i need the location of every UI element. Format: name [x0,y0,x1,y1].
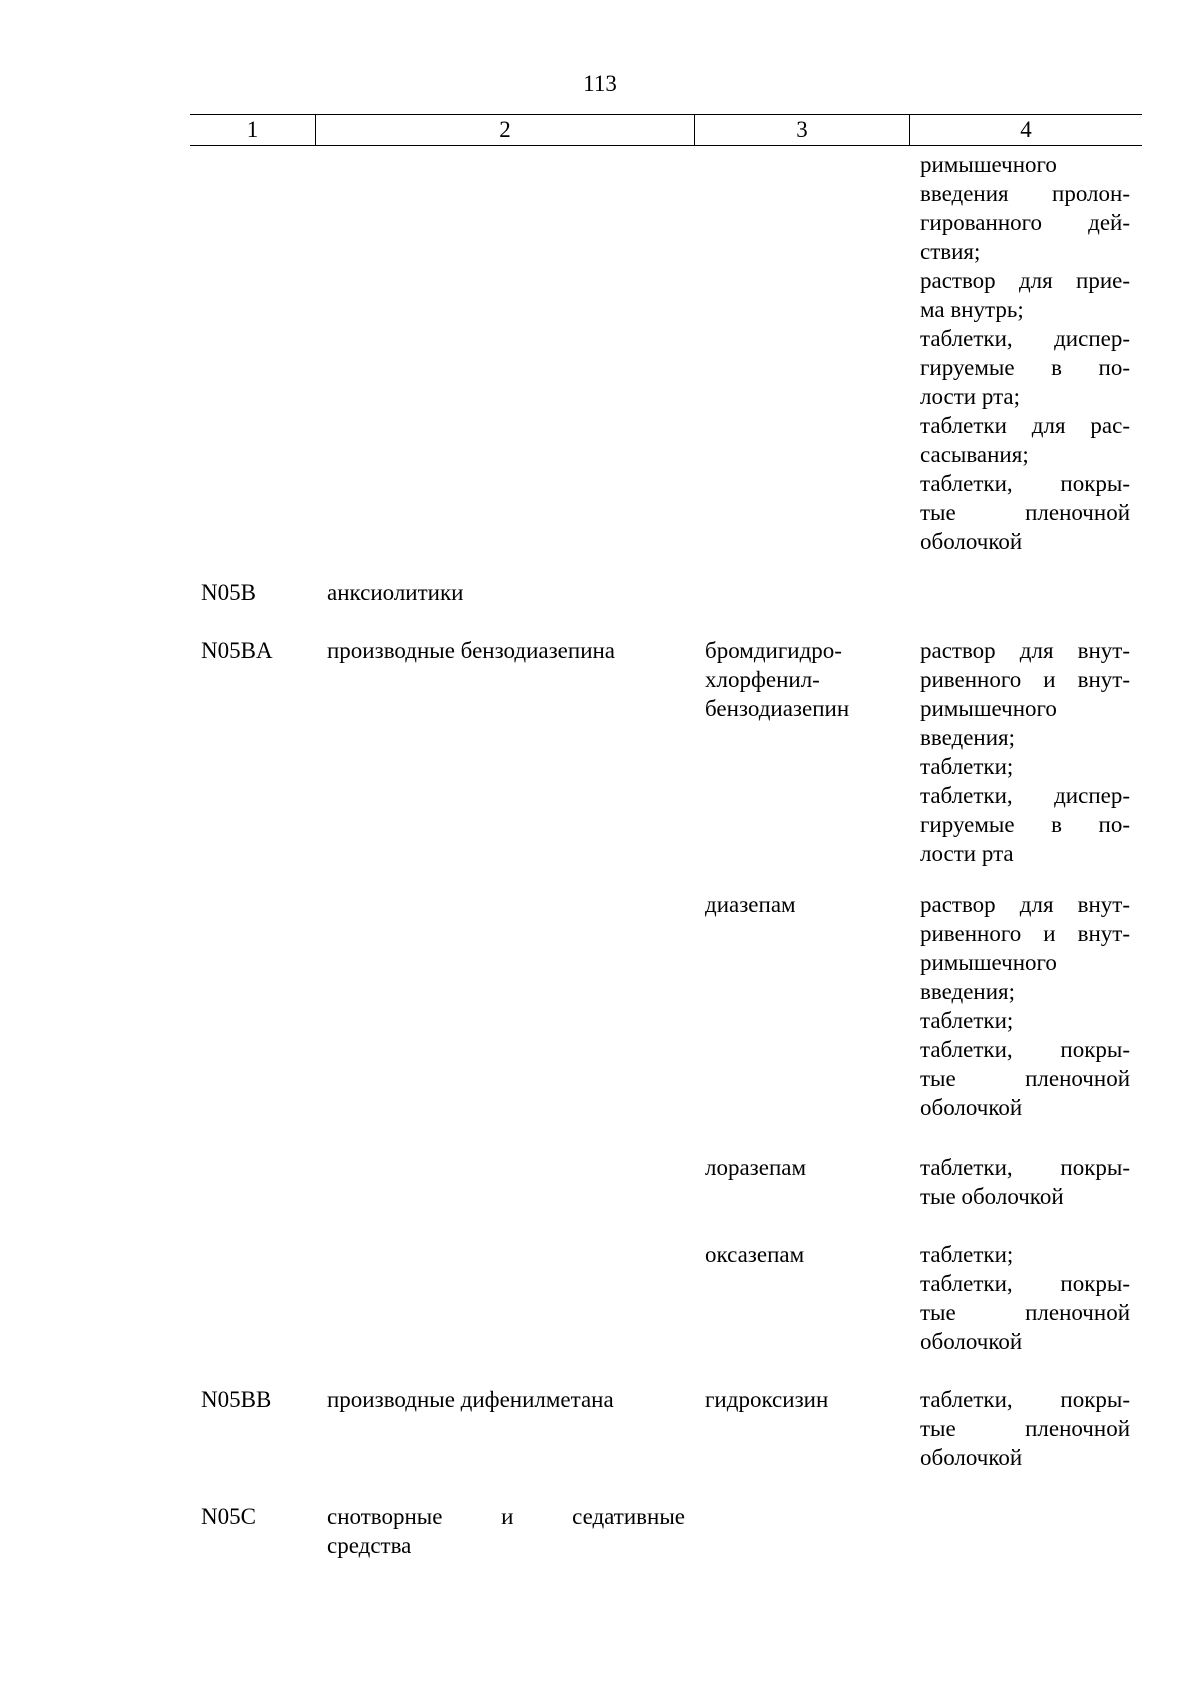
dosage-forms-hydroxyzine [920,1385,1130,1472]
text-line: бензодиазепин [705,696,850,721]
drug-name-oxazepam: оксазепам [705,1242,805,1267]
text-line: римышечного [920,152,1057,177]
text-line: ривенного и внут- [920,921,1130,946]
text-line: таблетки, диспер- [920,326,1130,351]
text-line: таблетки, покры- [920,471,1130,496]
text-line: таблетки; [920,1008,1014,1033]
text-line: гируемые в по- [920,355,1130,380]
text-line: оболочкой [920,529,1023,554]
header-col-3: 3 [694,115,909,145]
text-line: таблетки, диспер- [920,783,1130,808]
text-line: хлорфенил- [705,667,820,692]
continued-dosage-forms [920,150,1130,556]
text-line: сасывания; [920,442,1029,467]
text-line: таблетки для рас- [920,413,1130,438]
atc-code-n05c: N05C [201,1504,256,1529]
text-line: введения; [920,725,1015,750]
table-header-row [190,114,1142,146]
text-line: раствор для внут- [920,892,1130,917]
text-line: тые пленочной [920,1066,1130,1091]
dosage-forms-oxazepam [920,1240,1130,1356]
text-line: таблетки, покры- [920,1271,1130,1296]
text-line: лости рта; [920,384,1020,409]
header-col-2: 2 [315,115,694,145]
text-line: оболочкой [920,1095,1023,1120]
header-col-4: 4 [909,115,1142,145]
text-line: ствия; [920,239,981,264]
text-line: таблетки, покры- [920,1155,1130,1180]
text-line: тые пленочной [920,1416,1130,1441]
atc-code-n05b: N05B [201,580,256,605]
group-name-n05b: анксиолитики [327,580,464,605]
group-name-n05ba: производные бензодиазепина [327,638,616,663]
text-line: бромдигидро- [705,638,842,663]
text-line: тые пленочной [920,500,1130,525]
text-line: раствор для внут- [920,638,1130,663]
text-line: тые пленочной [920,1300,1130,1325]
text-line: оболочкой [920,1445,1023,1470]
text-line: оболочкой [920,1329,1023,1354]
dosage-forms-diazepam [920,890,1130,1122]
text-line: введения пролон- [920,181,1130,206]
text-line: римышечного [920,950,1057,975]
group-name-n05c [327,1502,685,1560]
drug-name-hydroxyzine: гидроксизин [705,1387,829,1412]
text-line: снотворные и седативные [327,1504,685,1529]
text-line: введения; [920,979,1015,1004]
drug-name-lorazepam: лоразепам [705,1155,807,1180]
text-line: гируемые в по- [920,812,1130,837]
text-line: ривенного и внут- [920,667,1130,692]
dosage-forms-lorazepam [920,1153,1130,1211]
header-col-1: 1 [246,117,259,142]
atc-code-n05bb: N05BB [201,1387,272,1412]
text-line: тые оболочкой [920,1184,1064,1209]
text-line: средства [327,1533,412,1558]
text-line: римышечного [920,696,1057,721]
page-number: 113 [583,71,617,96]
text-line: ма внутрь; [920,297,1024,322]
text-line: таблетки, покры- [920,1037,1130,1062]
group-name-n05bb: производные дифенилметана [327,1387,614,1412]
drug-name-diazepam: диазепам [705,892,796,917]
drug-name-bromdihydro [705,636,905,723]
text-line: лости рта [920,841,1014,866]
text-line: таблетки; [920,754,1014,779]
text-line: таблетки; [920,1242,1014,1267]
text-line: таблетки, покры- [920,1387,1130,1412]
text-line: раствор для прие- [920,268,1130,293]
dosage-forms-bromdihydro [920,636,1130,868]
text-line: гированного дей- [920,210,1130,235]
atc-code-n05ba: N05BA [201,638,273,663]
